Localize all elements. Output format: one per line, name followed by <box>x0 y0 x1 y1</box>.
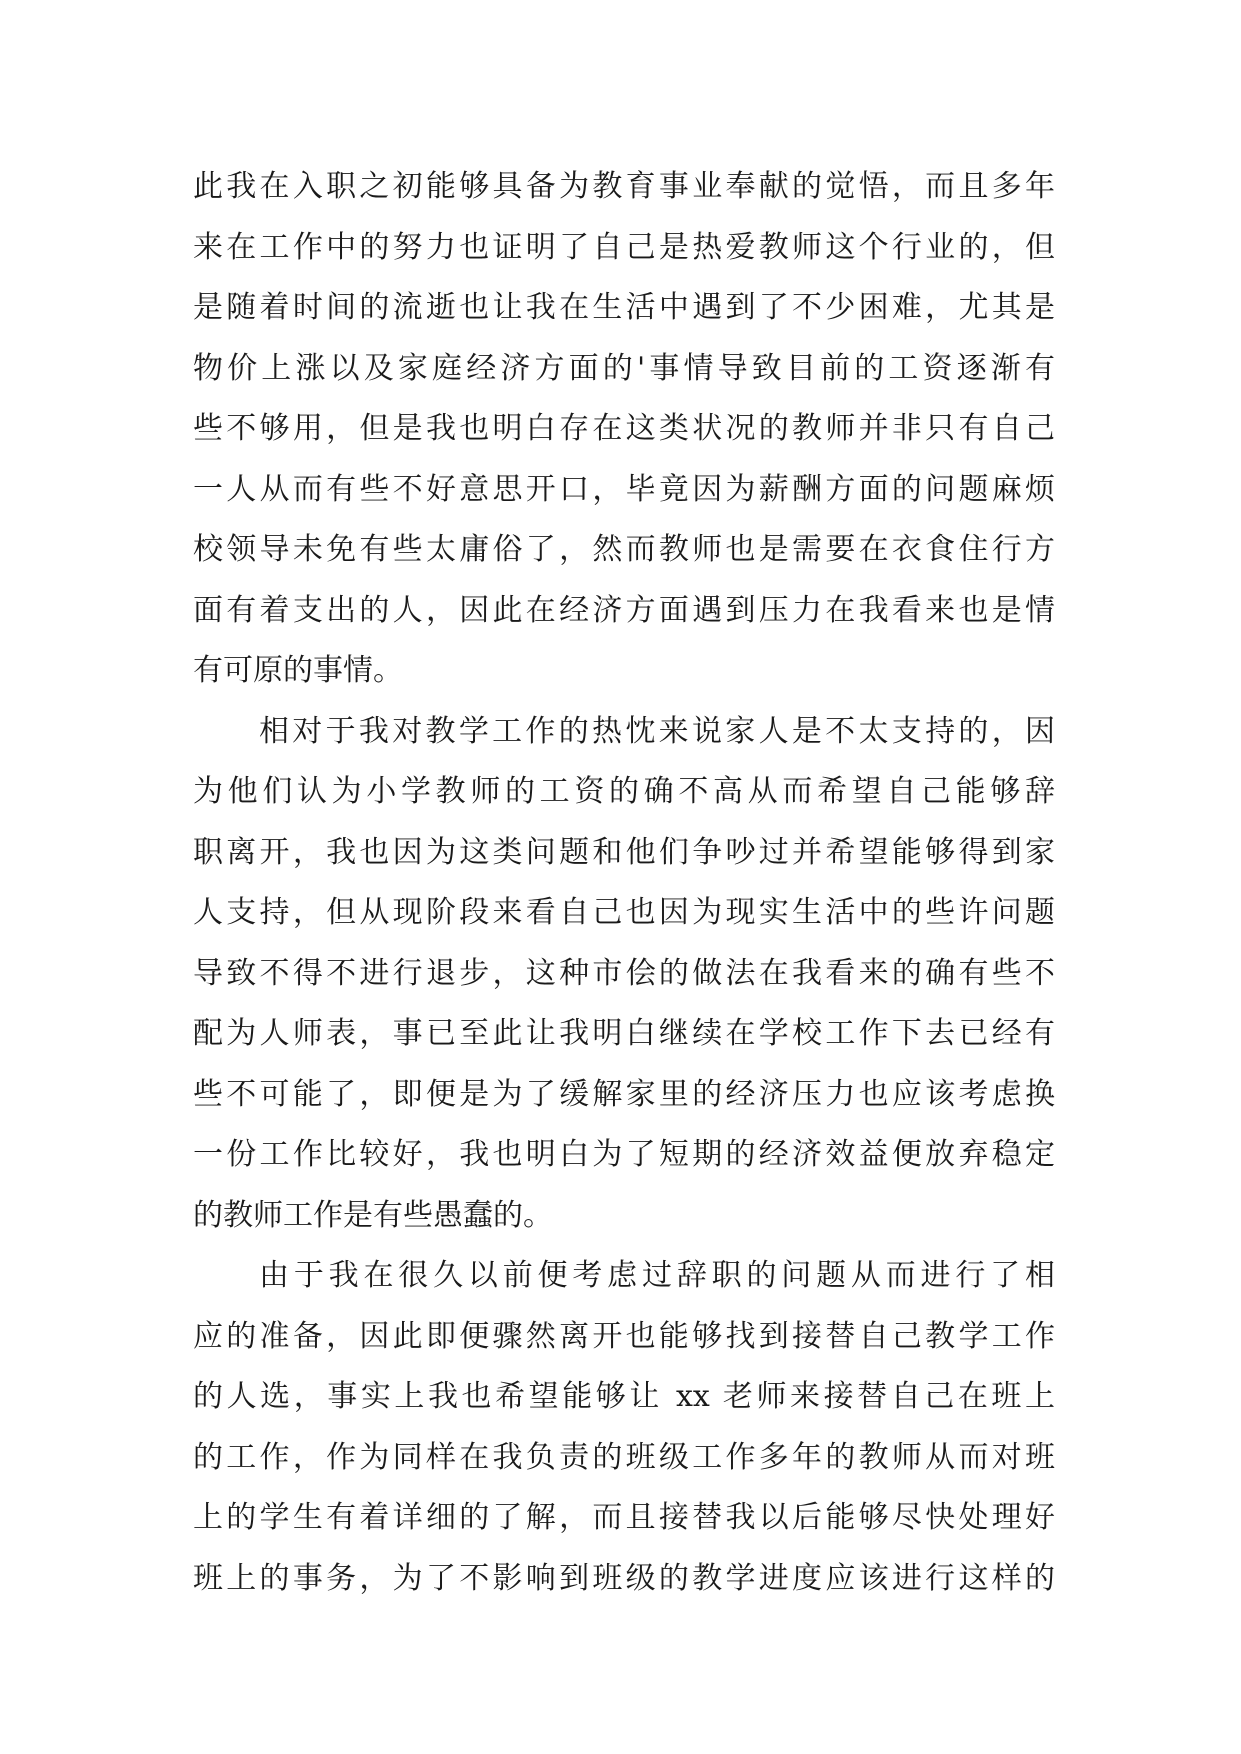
text-line: 班上的事务，为了不影响到班级的教学进度应该进行这样的 <box>193 1560 1055 1596</box>
text-line: 此我在入职之初能够具备为教育事业奉献的觉悟，而且多年 <box>193 169 1055 204</box>
text-line: 一份工作比较好，我也明白为了短期的经济效益便放弃稳定 <box>193 1137 1055 1172</box>
text-line: 校领导未免有些太庸俗了，然而教师也是需要在衣食住行方 <box>193 532 1055 567</box>
text-line: 物价上涨以及家庭经济方面的'事情导致目前的工资逐渐有 <box>193 350 1055 386</box>
text-line: 来在工作中的努力也证明了自己是热爱教师这个行业的，但 <box>193 229 1055 265</box>
text-line: 由于我在很久以前便考虑过辞职的问题从而进行了相 <box>259 1258 1055 1293</box>
text-line: 面有着支出的人，因此在经济方面遇到压力在我看来也是情 <box>193 592 1055 628</box>
text-line: 的人选，事实上我也希望能够让 xx 老师来接替自己在班上 <box>193 1379 1055 1414</box>
text-line: 为他们认为小学教师的工资的确不高从而希望自己能够辞 <box>193 774 1055 809</box>
text-line: 是随着时间的流逝也让我在生活中遇到了不少困难，尤其是 <box>193 290 1055 325</box>
text-line: 导致不得不进行退步，这种市侩的做法在我看来的确有些不 <box>193 955 1055 991</box>
text-line: 的工作，作为同样在我负责的班级工作多年的教师从而对班 <box>193 1439 1055 1475</box>
text-line: 上的学生有着详细的了解，而且接替我以后能够尽快处理好 <box>193 1500 1055 1535</box>
text-line: 相对于我对教学工作的热忱来说家人是不太支持的，因 <box>259 713 1055 749</box>
text-line: 配为人师表，事已至此让我明白继续在学校工作下去已经有 <box>193 1016 1055 1051</box>
text-line: 一人从而有些不好意思开口，毕竟因为薪酬方面的问题麻烦 <box>193 471 1055 507</box>
body-text <box>193 157 1055 1609</box>
text-line: 有可原的事情。 <box>193 653 403 688</box>
text-line: 的教师工作是有些愚蠢的。 <box>193 1197 553 1233</box>
text-line: 应的准备，因此即便骤然离开也能够找到接替自己教学工作 <box>193 1318 1055 1354</box>
text-line: 些不够用，但是我也明白存在这类状况的教师并非只有自己 <box>193 411 1055 446</box>
text-line: 人支持，但从现阶段来看自己也因为现实生活中的些许问题 <box>193 895 1055 930</box>
text-line: 职离开，我也因为这类问题和他们争吵过并希望能够得到家 <box>193 834 1055 870</box>
text-line: 些不可能了，即便是为了缓解家里的经济压力也应该考虑换 <box>193 1076 1055 1112</box>
